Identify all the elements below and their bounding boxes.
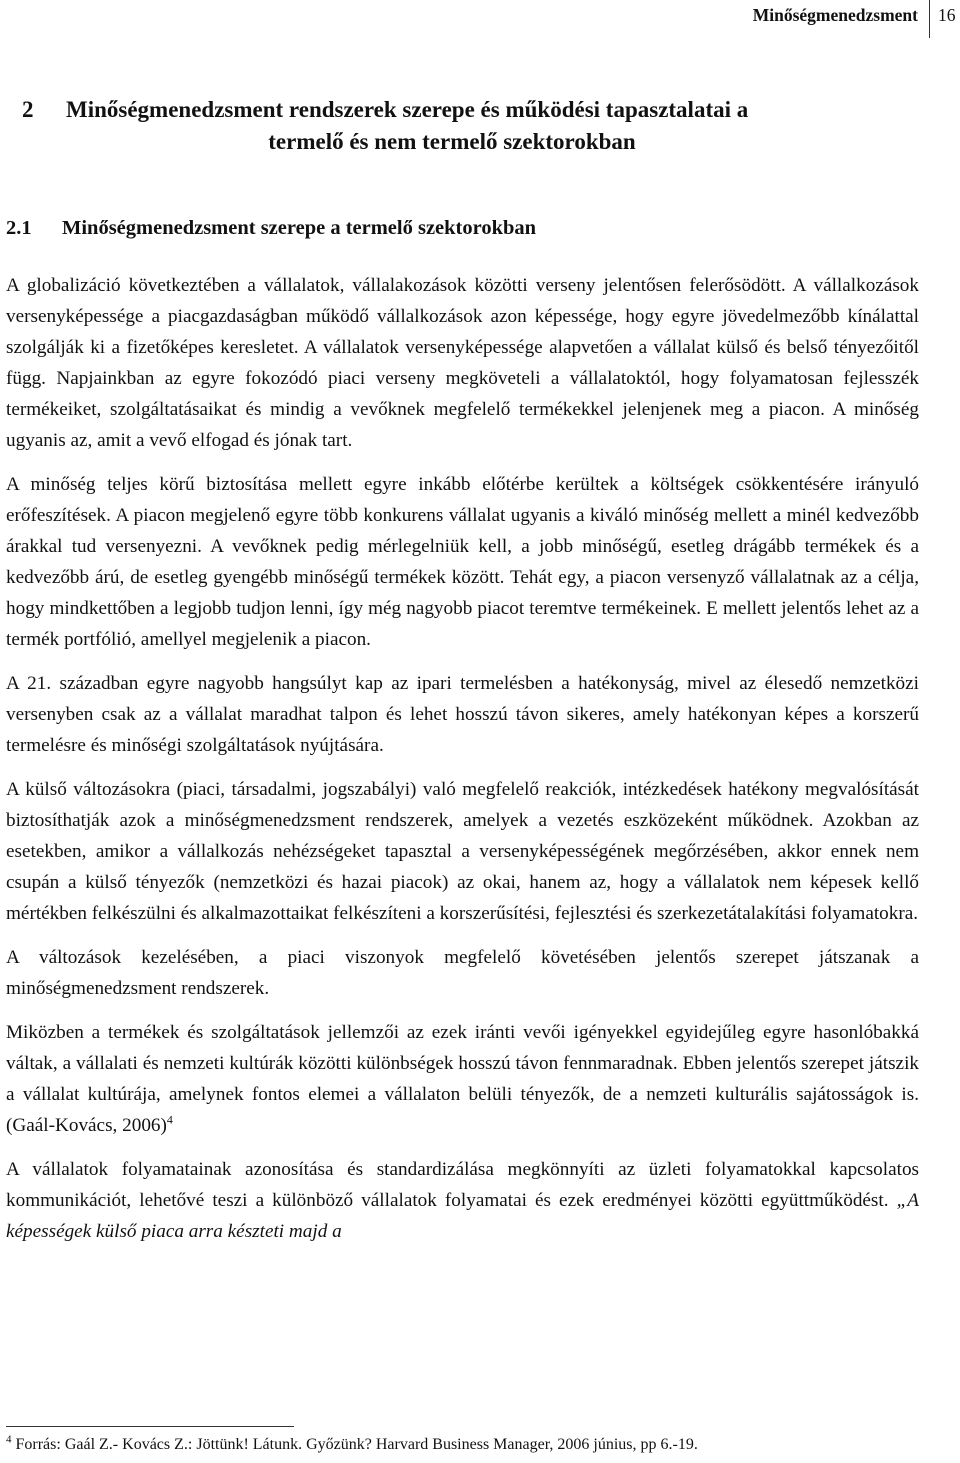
paragraph-change-management: A változások kezelésében, a piaci viszonyok megfelelő követésében jelentős szerepet játszanak a minőségmenedzsment rendszerek.: [6, 947, 919, 999]
paragraph-globalization: A globalizáció következtében a vállalatok, vállalakozások közötti verseny jelentősen felerősödött. A vállalkozások versenyképessége a piacgazdaságban működő vállalkozások azon képessége, hogy egyre jövedelmezőbb kínálattal szolgálják ki a fizetőképes keresletet. A vállalatok versenyképessége alapvetően a vállalat külső és belső tényezőitől függ. Napjainkban az egyre fokozódó piaci verseny megköveteli a vállalatoktól, hogy folyamatosan fejlesszék termékeiket, szolgáltatásaikat és mindig a vevőknek megfelelő termékekkel jelenjenek meg a piacon. A minőség ugyanis az, amit a vevő elfogad és jónak tart.: [6, 275, 919, 451]
chapter-heading: [22, 94, 922, 158]
footnote-text: Forrás: Gaál Z.- Kovács Z.: Jöttünk! Látunk. Győzünk? Harvard Business Manager, 2006 június, pp 6.-19.: [11, 1436, 698, 1453]
paragraph-culture-text: Miközben a termékek és szolgáltatások jellemzői az ezek iránti vevői igényekkel egyidejűleg egyre hasonlóbakká váltak, a vállalati és nemzeti kultúrák közötti különbségek hosszú távon fennmaradnak. Ebben jelentős szerepet játszik a vállalat kultúrája, amelynek fontos elemei a vállalaton belüli tényezők, de a nemzeti kulturális sajátosságok is. (Gaál-Kovács, 2006): [6, 1022, 919, 1136]
section-title: Minőségmenedzsment szerepe a termelő szektorokban: [62, 217, 537, 239]
footnote-reference[interactable]: 4: [166, 1112, 173, 1127]
paragraph-culture: [6, 1017, 919, 1141]
chapter-title-line2: termelő és nem termelő szektorokban: [268, 129, 636, 154]
chapter-title-line1: Minőségmenedzsment rendszerek szerepe és működési tapasztalatai a: [66, 97, 749, 122]
footnote-divider: [6, 1426, 294, 1427]
footnote-marker: 4: [6, 1433, 12, 1446]
paragraph-cost-reduction: A minőség teljes körű biztosítása mellett egyre inkább előtérbe kerültek a költségek csökkentésére irányuló erőfeszítések. A piacon megjelenő egyre több konkurens vállalat ugyanis a kiváló minőség mellett a minél kedvezőbb árakkal tud versenyezni. A vevőknek pedig mérlegelniük kell, a jobb minőségű, esetleg drágább termékek és a kedvezőbb árú, de esetleg gyengébb minőségű termékek között. Tehát egy, a piacon versenyző vállalatnak az a célja, hogy mindkettőben a legjobb tudjon lenni, így még nagyobb piacot teremtve termékeinek. E mellett jelentős lehet az a termék portfólió, amellyel megjelenik a piacon.: [6, 474, 919, 650]
paragraph-21st-century: A 21. században egyre nagyobb hangsúlyt kap az ipari termelésben a hatékonyság, mivel az élesedő nemzetközi versenyben csak az a vállalat maradhat talpon és lehet hosszú távon sikeres, amely hatékonyan képes a korszerű termelésre és minőségi szolgáltatások nyújtására.: [6, 673, 919, 756]
paragraph-external-changes: A külső változásokra (piaci, társadalmi, jogszabályi) való megfelelő reakciók, intézkedések hatékony megvalósítását biztosíthatják azok a minőségmenedzsment rendszerek, amelyek a vezetés eszközeként működnek. Azokban az esetekben, amikor a vállalkozás nehézségeket tapasztal a versenyképességének megőrzésében, akkor ennek nem csupán a külső tényezők (nemzetközi és hazai piacok) az okai, hanem az, hogy a vállalatok nem képesek kellő mértékben felkészülni és alkalmazottaikat felkészíteni a korszerűsítési, fejlesztési és szerkezetátalakítási folyamatokra.: [6, 779, 919, 924]
chapter-number: 2: [22, 97, 34, 122]
body-text: [6, 270, 919, 1260]
paragraph-processes-text: A vállalatok folyamatainak azonosítása és standardizálása megkönnyíti az üzleti folyamatokkal kapcsolatos kommunikációt, lehetővé teszi a különböző vállalatok folyamatai és ezek eredményei közötti együttműködést.: [6, 1159, 919, 1211]
page-number: 16: [938, 5, 956, 25]
footnote: [6, 1434, 698, 1456]
page-header: [0, 0, 960, 36]
header-separator: [929, 0, 930, 38]
paragraph-processes: [6, 1154, 919, 1247]
paragraph-processes-quote: „A képességek külső piaca arra készteti majd a: [6, 1190, 919, 1242]
section-number: 2.1: [6, 217, 32, 239]
section-heading: [6, 215, 536, 241]
running-title: Minőségmenedzsment: [752, 5, 918, 25]
